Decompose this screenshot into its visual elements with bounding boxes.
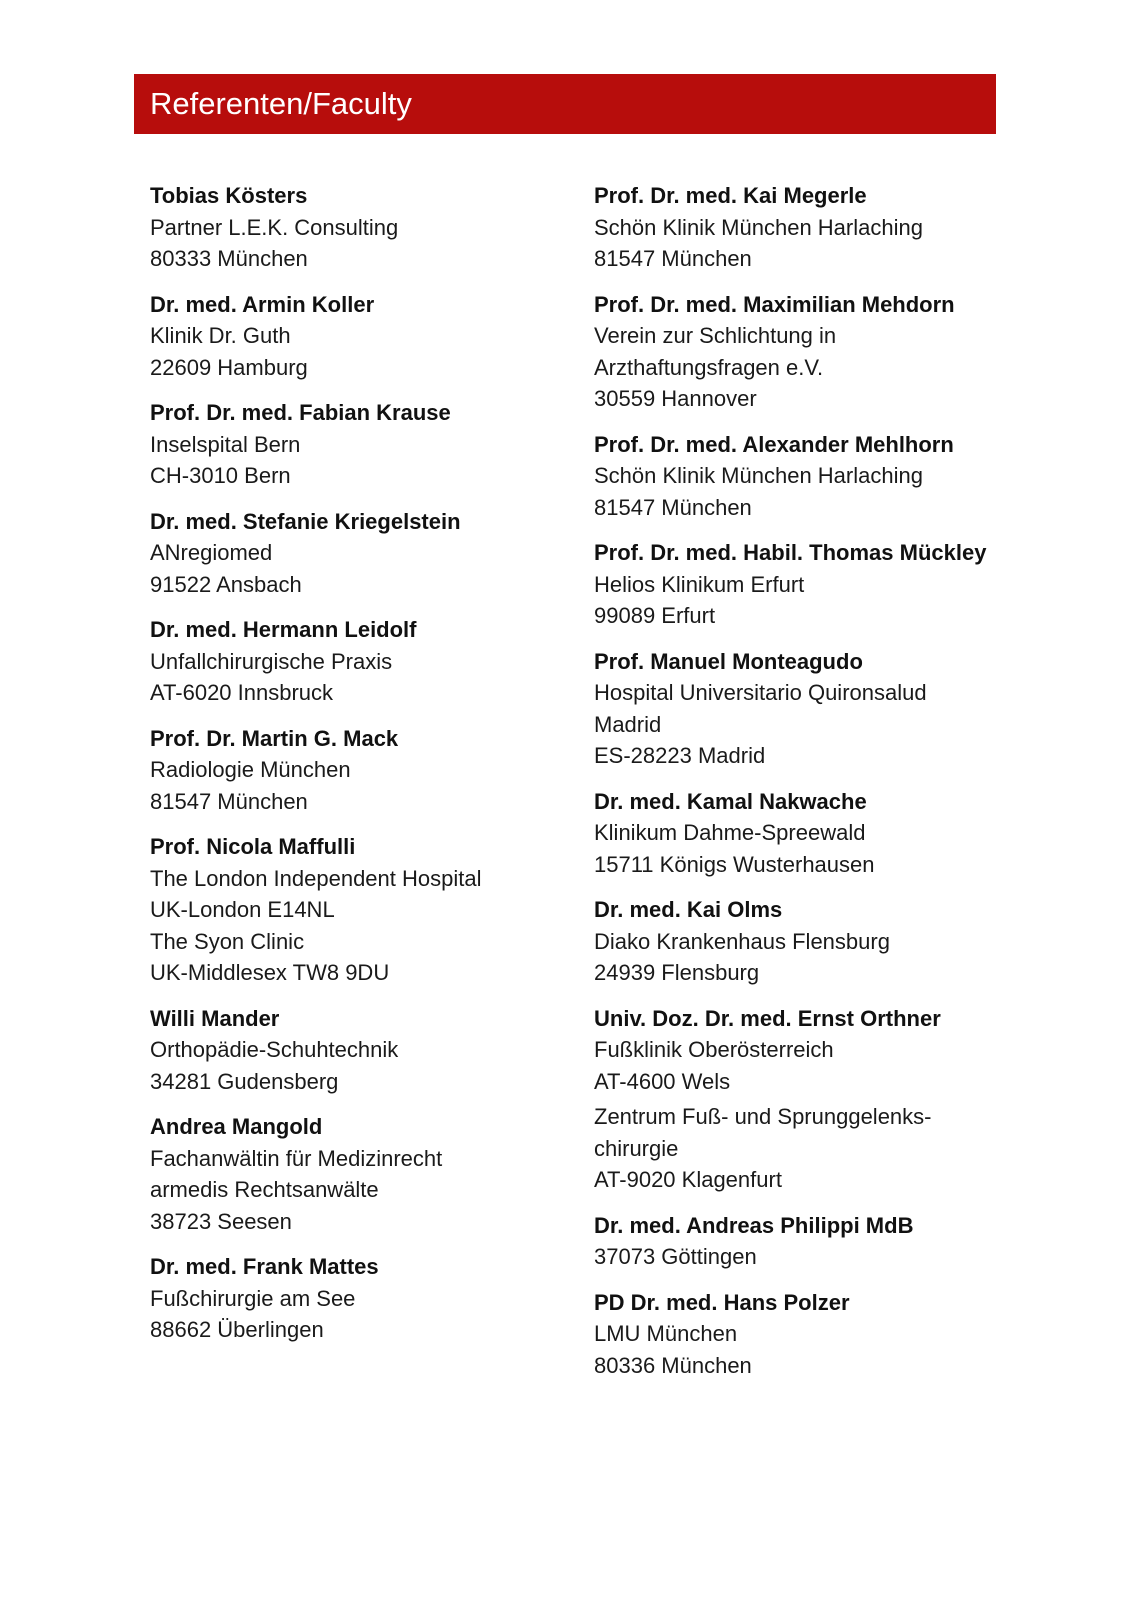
faculty-location: 91522 Ansbach (150, 571, 302, 597)
faculty-affiliation: Helios Klinikum Erfurt (594, 571, 805, 597)
faculty-location: 15711 Königs Wusterhausen (594, 851, 875, 877)
faculty-entry (594, 786, 1014, 881)
faculty-entry (150, 506, 570, 601)
faculty-affiliation: Klinik Dr. Guth (150, 323, 291, 348)
faculty-location: 80333 München (150, 246, 308, 271)
faculty-name: Prof. Dr. med. Kai Megerle (594, 183, 867, 208)
faculty-affiliation: Schön Klinik München Harlaching (594, 214, 923, 240)
faculty-name: Tobias Kösters (150, 183, 308, 208)
faculty-column-right (594, 180, 1014, 1395)
faculty-location: 38723 Seesen (150, 1208, 292, 1234)
faculty-name: Prof. Nicola Maffulli (150, 834, 356, 859)
faculty-name: Dr. med. Hermann Leidolf (150, 617, 417, 642)
faculty-affiliation: The Syon Clinic (150, 928, 305, 954)
faculty-entry (594, 894, 1014, 989)
faculty-affiliation: Fachanwältin für Medizinrecht (150, 1145, 443, 1171)
faculty-location: 80336 München (594, 1352, 752, 1378)
faculty-name: Univ. Doz. Dr. med. Ernst Orthner (594, 1005, 941, 1031)
faculty-entry (594, 1287, 1014, 1382)
faculty-name: Prof. Dr. med. Maximilian Mehdorn (594, 291, 955, 317)
section-title: Referenten/Faculty (150, 86, 412, 121)
faculty-affiliation: ANregiomed (150, 540, 273, 565)
faculty-affiliation: Unfallchirurgische Praxis (150, 648, 393, 674)
faculty-location: ES-28223 Madrid (594, 743, 766, 768)
faculty-location: 81547 München (150, 788, 308, 814)
faculty-name: Dr. med. Kamal Nakwache (594, 788, 867, 814)
faculty-name: Prof. Dr. med. Habil. Thomas Mückley (594, 540, 987, 565)
faculty-entry (150, 289, 570, 384)
faculty-name: Dr. med. Stefanie Kriegelstein (150, 508, 461, 534)
faculty-location: 24939 Flensburg (594, 960, 760, 985)
faculty-entry (594, 1003, 1014, 1196)
faculty-entry (594, 180, 1014, 275)
faculty-entry (150, 397, 570, 492)
faculty-affiliation: Partner L.E.K. Consulting (150, 214, 399, 240)
faculty-affiliation: Klinikum Dahme-Spreewald (594, 820, 866, 845)
faculty-name: Dr. med. Armin Koller (150, 291, 375, 317)
faculty-affiliation: Radiologie München (150, 757, 351, 782)
faculty-entry (594, 537, 1014, 632)
faculty-affiliation: Diako Krankenhaus Flensburg (594, 928, 890, 954)
faculty-affiliation: The London Independent Hospital (150, 865, 482, 891)
faculty-location: AT-9020 Klagenfurt (594, 1167, 782, 1192)
faculty-name: Dr. med. Andreas Philippi MdB (594, 1212, 914, 1238)
faculty-name: Andrea Mangold (150, 1114, 323, 1139)
faculty-location: 30559 Hannover (594, 386, 757, 411)
faculty-location: CH-3010 Bern (150, 463, 291, 488)
faculty-name: Prof. Manuel Monteagudo (594, 648, 863, 674)
faculty-affiliation: Inselspital Bern (150, 431, 301, 457)
faculty-location: 88662 Überlingen (150, 1317, 324, 1342)
faculty-affiliation: Arzthaftungsfragen e.V. (594, 354, 824, 380)
faculty-entry (150, 180, 570, 275)
faculty-entry (150, 614, 570, 709)
faculty-affiliation: chirurgie (594, 1135, 679, 1161)
faculty-entry (150, 1003, 570, 1098)
faculty-affiliation: Verein zur Schlichtung in (594, 323, 837, 348)
faculty-entry (594, 646, 1014, 772)
faculty-name: Dr. med. Kai Olms (594, 897, 783, 922)
faculty-location: 99089 Erfurt (594, 603, 716, 628)
faculty-location: 81547 München (594, 246, 752, 271)
faculty-entry (594, 1210, 1014, 1273)
faculty-entry (150, 831, 570, 989)
faculty-location: AT-4600 Wels (594, 1068, 731, 1094)
faculty-affiliation: Hospital Universitario Quironsalud (594, 680, 927, 705)
faculty-affiliation: Schön Klinik München Harlaching (594, 463, 923, 488)
faculty-affiliation: Orthopädie-Schuhtechnik (150, 1037, 399, 1062)
faculty-name: Prof. Dr. med. Alexander Mehlhorn (594, 431, 954, 457)
faculty-affiliation: Madrid (594, 711, 662, 737)
faculty-location: 81547 München (594, 494, 752, 520)
faculty-location: 34281 Gudensberg (150, 1068, 339, 1094)
faculty-location: UK-Middlesex TW8 9DU (150, 960, 390, 985)
faculty-entry (150, 1251, 570, 1346)
faculty-affiliation: LMU München (594, 1321, 738, 1346)
faculty-entry (594, 289, 1014, 415)
faculty-affiliation: Zentrum Fuß- und Sprunggelenks- (594, 1104, 932, 1129)
faculty-location: AT-6020 Innsbruck (150, 680, 334, 705)
faculty-name: Prof. Dr. Martin G. Mack (150, 725, 399, 751)
faculty-affiliation: Fußklinik Oberösterreich (594, 1037, 834, 1062)
faculty-entry (150, 723, 570, 818)
faculty-column-left (150, 180, 570, 1360)
faculty-affiliation: Fußchirurgie am See (150, 1285, 356, 1311)
faculty-entry (594, 429, 1014, 524)
faculty-name: Prof. Dr. med. Fabian Krause (150, 400, 451, 425)
faculty-name: Dr. med. Frank Mattes (150, 1254, 379, 1279)
faculty-location: 22609 Hamburg (150, 354, 308, 380)
faculty-entry (150, 1111, 570, 1237)
faculty-name: PD Dr. med. Hans Polzer (594, 1289, 850, 1315)
faculty-location: UK-London E14NL (150, 897, 335, 922)
faculty-location: 37073 Göttingen (594, 1244, 757, 1269)
section-header-bar (134, 74, 996, 134)
faculty-name: Willi Mander (150, 1005, 280, 1031)
faculty-affiliation: armedis Rechtsanwälte (150, 1177, 379, 1202)
